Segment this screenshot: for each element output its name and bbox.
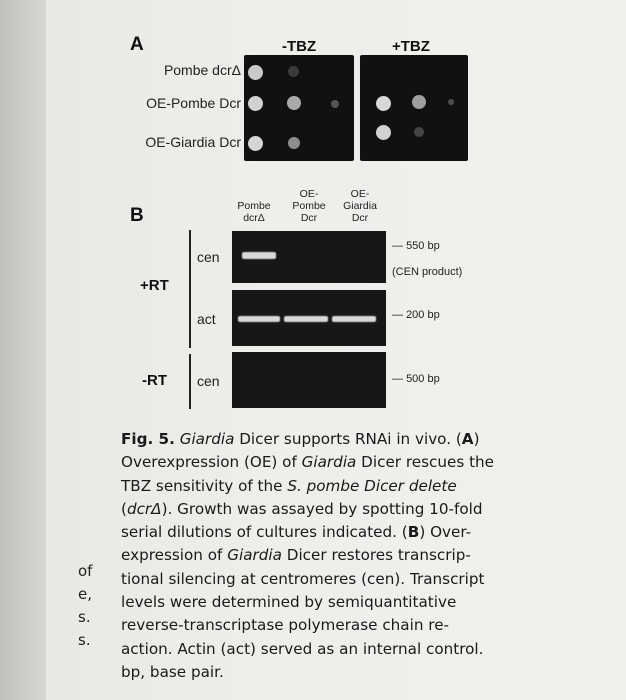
gel-cen-plus-rt	[232, 231, 386, 283]
column-header-line: Giardia	[343, 200, 377, 212]
column-header-oe-pombe-dcr	[283, 188, 335, 224]
caption-italic: dcrΔ	[126, 499, 162, 518]
growth-spot	[376, 125, 391, 140]
column-header-oe-giardia-dcr	[334, 188, 386, 224]
caption-segment: Dicer restores transcrip-tional silencing at centromeres (cen). Transcript levels were determined by semiquantitative reverse-transcriptase polymerase chain re-action. Actin (act) served as an internal control. bp, base pair.	[121, 546, 485, 681]
margin-fragment: s.	[78, 608, 91, 626]
plus-tbz-header: +TBZ	[392, 38, 430, 55]
marker-cen-product: (CEN product)	[392, 266, 463, 278]
growth-spot	[376, 96, 391, 111]
caption-bold: A	[461, 430, 474, 448]
marker-500bp-text: 500 bp	[406, 373, 440, 385]
lane-label-cen-minus-rt: cen	[197, 373, 220, 389]
plus-rt-label: +RT	[140, 277, 169, 294]
caption-segment: (	[121, 499, 127, 518]
minus-rt-bracket	[189, 354, 191, 409]
gel-band	[242, 252, 276, 259]
panel-a-letter: A	[130, 34, 144, 55]
caption-italic: Giardia	[301, 453, 357, 472]
growth-spot	[248, 65, 263, 80]
margin-fragment: of	[78, 562, 93, 580]
column-header-line: Dcr	[351, 212, 369, 224]
gel-band	[284, 316, 328, 322]
column-header-line: OE-	[350, 188, 370, 200]
caption-segment: Dicer rescues the TBZ sensitivity of the	[121, 453, 495, 495]
caption-segment: ). Growth was assayed by spotting 10-fold serial dilutions of cultures indicated. (	[121, 499, 483, 542]
lane-label-cen: cen	[197, 249, 220, 265]
caption-italic: Giardia	[179, 430, 235, 448]
plate-plus-tbz	[360, 55, 468, 161]
column-header-line: Pombe	[292, 200, 326, 212]
row-label-oe-pombe-dcr: OE-Pombe Dcr	[146, 95, 241, 111]
column-header-line: OE-	[299, 188, 319, 200]
gel-act	[232, 290, 386, 346]
growth-spot	[288, 66, 299, 77]
margin-fragment: e,	[78, 585, 92, 603]
row-label-oe-giardia-dcr: OE-Giardia Dcr	[145, 134, 241, 150]
caption-bold: B	[407, 523, 420, 542]
column-header-line: Pombe	[237, 200, 271, 212]
growth-spot	[288, 137, 300, 149]
page-shadow	[0, 0, 46, 700]
column-header-line: dcrΔ	[243, 212, 265, 224]
panel-b-letter: B	[130, 205, 144, 226]
growth-spot	[412, 95, 426, 109]
caption-segment: ) Overexpression (OE) of	[121, 430, 480, 472]
caption-text	[121, 428, 496, 684]
column-header-line	[228, 188, 280, 200]
marker-550bp: — 550 bp	[392, 240, 440, 252]
caption-label: Fig. 5.	[121, 430, 175, 448]
column-header-pombe-dcr-delta	[228, 188, 280, 224]
caption-segment: ) Over-expression of	[121, 523, 472, 565]
marker-550bp-text: 550 bp	[406, 240, 440, 252]
growth-spot	[248, 96, 263, 111]
plate-minus-tbz	[244, 55, 354, 161]
caption-italic: S. pombe Dicer delete	[287, 476, 457, 495]
minus-tbz-header: -TBZ	[282, 38, 317, 55]
growth-spot	[448, 99, 454, 105]
marker-200bp: — 200 bp	[392, 309, 440, 321]
figure-caption	[121, 428, 496, 684]
margin-fragment: s.	[78, 631, 91, 649]
marker-500bp: — 500 bp	[392, 373, 440, 385]
plus-rt-bracket	[189, 230, 191, 348]
minus-rt-label: -RT	[142, 372, 167, 389]
gel-cen-minus-rt	[232, 352, 386, 408]
growth-spot	[331, 100, 339, 108]
caption-segment: Dicer supports RNAi in vivo. (	[234, 430, 462, 448]
growth-spot	[248, 136, 263, 151]
lane-label-act: act	[197, 311, 216, 327]
column-header-line: Dcr	[300, 212, 318, 224]
marker-200bp-text: 200 bp	[406, 309, 440, 321]
gel-band	[238, 316, 280, 322]
row-label-pombe-dcr-delta: Pombe dcrΔ	[163, 62, 241, 78]
caption-italic: Giardia	[227, 546, 282, 565]
gel-band	[332, 316, 376, 322]
growth-spot	[414, 127, 424, 137]
growth-spot	[287, 96, 301, 110]
